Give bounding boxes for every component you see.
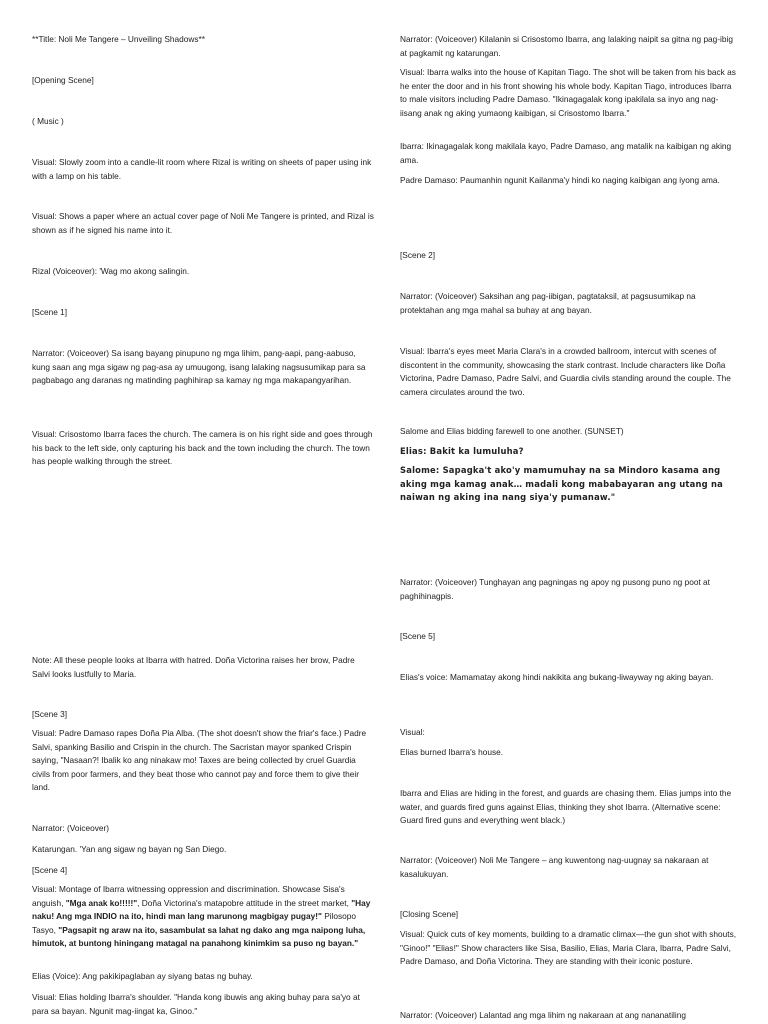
forest-chase: Ibarra and Elias are hiding in the forest, and guards are chasing them. Elias jumps into the water, and guards fired guns against Elias, thinking they shot Ibarra. (Alternative scene: Guard fired guns and everything went black.) xyxy=(400,788,732,825)
visual-ibarra-church: Visual: Crisostomo Ibarra faces the church. The camera is on his right side and goes through his back to the left side, only capturing his back and the town including the church. The town has people walking through the street. xyxy=(32,429,373,466)
script-title: **Title: Noli Me Tangere – Unveiling Shadows** xyxy=(32,34,205,44)
visual-quick-cuts: Visual: Quick cuts of key moments, building to a dramatic climax—the gun shot with shouts, "Ginoo!" "Elias!" Show characters like Sisa, Basilio, Elias, Maria Clara, Ibarra, Padre Salvi, Padre Damaso, and Doña Victorina. They are standing with their iconic posture. xyxy=(400,929,737,966)
narrator-scene-2: Narrator: (Voiceover) Saksihan ang pag-iibigan, pagtataksil, at pagsusumikap na protektahan ang mga mahal sa buhay at ang bayan. xyxy=(400,291,696,315)
opening-scene-heading: [Opening Scene] xyxy=(32,75,94,85)
visual-kapitan-tiago: Visual: Ibarra walks into the house of Kapitan Tiago. The shot will be taken from his back as he enter the door and in his front showing his whole body. Kapitan Tiago, introduces Ibarra to male visitors including Padre Damaso. "Ikinagagalak kong ipakilala sa inyo ang nag-iisang anak ng aking yumaong kaibigan, si Crisostomo Ibarra." xyxy=(400,67,736,118)
elias-voice-dawn: Elias's voice: Mamamatay akong hindi nakikita ang bukang-liwayway ng aking bayan. xyxy=(400,672,714,682)
katarungan-line: Katarungan. 'Yan ang sigaw ng bayan ng San Diego. xyxy=(32,844,227,854)
visual-montage: Visual: Montage of Ibarra witnessing oppression and discrimination. Showcase Sisa's anguish, "Mga anak ko!!!!!", Doña Victorina's matapobre attitude in the street market, "Hay naku! Ang mga INDIO na ito, hindi man lang marunong magbigay pugay!" Pilosopo Tasyo, "Pagsapit ng araw na ito, sasambulat sa lahat ng dako ang mga naipong luha, himutok, at buntong hiningang matagal na panahong kinimkim sa puso ng bayan." xyxy=(32,884,371,948)
visual-candle-room: Visual: Slowly zoom into a candle-lit room where Rizal is writing on sheets of paper using ink with a lamp on his table. xyxy=(32,157,372,181)
closing-scene-heading: [Closing Scene] xyxy=(400,909,459,919)
narrator-final: Narrator: (Voiceover) Lalantad ang mga lihim ng nakaraan at ang nananatiling xyxy=(400,1010,686,1020)
narrator-fire: Narrator: (Voiceover) Tunghayan ang pagningas ng apoy ng pusong puno ng poot at paghihinagpis. xyxy=(400,577,710,601)
elias-voice-line: Elias (Voice): Ang pakikipaglaban ay siyang batas ng buhay. xyxy=(32,971,253,981)
narrator-scene-1: Narrator: (Voiceover) Sa isang bayang pinupuno ng mga lihim, pang-aapi, pang-aabuso, kung saan ang mga sigaw ng pag-asa ay umuugong, isang lalaking nagsusumikap para sa pagbabago ang daranas ng matinding paghihirap sa kamay ng mga makapangyarihan. xyxy=(32,348,366,385)
ibarra-line: Ibarra: Ikinagagalak kong makilala kayo, Padre Damaso, ang matalik na kaibigan ng aking ama. xyxy=(400,141,732,165)
note-hatred: Note: All these people looks at Ibarra with hatred. Doña Victorina raises her brow, Padre Salvi looks lustfully to Maria. xyxy=(32,655,355,679)
scene-5-heading: [Scene 5] xyxy=(400,631,436,641)
narrator-voiceover-label: Narrator: (Voiceover) xyxy=(32,823,110,833)
visual-scene-3: Visual: Padre Damaso rapes Doña Pia Alba. (The shot doesn't show the friar's face.) Padre Salvi, spanking Basilio and Crispin in the church. The Sacristan mayor spanked Crispin saying, "Nasaan?! Ibalik ko ang ninakaw mo! Taxes are being collected by cruel Guardia civils from poor farmers, and they beat those who cannot pay and force them to give their land. xyxy=(32,728,367,792)
narrator-ibarra-intro: Narrator: (Voiceover) Kilalanin si Crisostomo Ibarra, ang lalaking naipit sa gitna ng pag-ibig at pagkamit ng katarungan. xyxy=(400,34,733,58)
padre-damaso-line: Padre Damaso: Paumanhin ngunit Kailanma'y hindi ko naging kaibigan ang iyong ama. xyxy=(400,175,720,185)
visual-cover-page: Visual: Shows a paper where an actual cover page of Noli Me Tangere is printed, and Rizal is shown as if he signed his name into it. xyxy=(32,211,374,235)
visual-ballroom: Visual: Ibarra's eyes meet Maria Clara's in a crowded ballroom, intercut with scenes of discontent in the community, showcasing the stark contrast. Include characters like Doña Victorina, Padre Damaso, Padre Salvi, and Guardia civils standing around the couple. The camera circulates around the two. xyxy=(400,346,731,397)
elias-burned-house: Elias burned Ibarra's house. xyxy=(400,747,504,757)
scene-2-heading: [Scene 2] xyxy=(400,250,436,260)
visual-label: Visual: xyxy=(400,727,425,737)
narrator-past-present: Narrator: (Voiceover) Noli Me Tangere – ang kuwentong nag-uugnay sa nakaraan at kasalukuyan. xyxy=(400,855,709,879)
rizal-voiceover: Rizal (Voiceover): 'Wag mo akong salingin. xyxy=(32,266,190,276)
scene-1-heading: [Scene 1] xyxy=(32,307,68,317)
elias-question: Elias: Bakit ka lumuluha? xyxy=(400,446,524,456)
music-cue: ( Music ) xyxy=(32,116,64,126)
scene-3-heading: [Scene 3] xyxy=(32,709,68,719)
salome-elias-direction: Salome and Elias bidding farewell to one another. (SUNSET) xyxy=(400,426,624,436)
salome-line: Salome: Sapagka't ako'y mamumuhay na sa Mindoro kasama ang aking mga kamag anak… madali kong mababayaran ang utang na naiwan ng aking ina nang siya'y pumanaw." xyxy=(400,465,723,502)
scene-4-heading: [Scene 4] xyxy=(32,865,68,875)
visual-elias-shoulder: Visual: Elias holding Ibarra's shoulder. "Handa kong ibuwis ang aking buhay para sa'yo at para sa bayan. Ngunit mag-iingat ka, Ginoo." xyxy=(32,992,360,1016)
